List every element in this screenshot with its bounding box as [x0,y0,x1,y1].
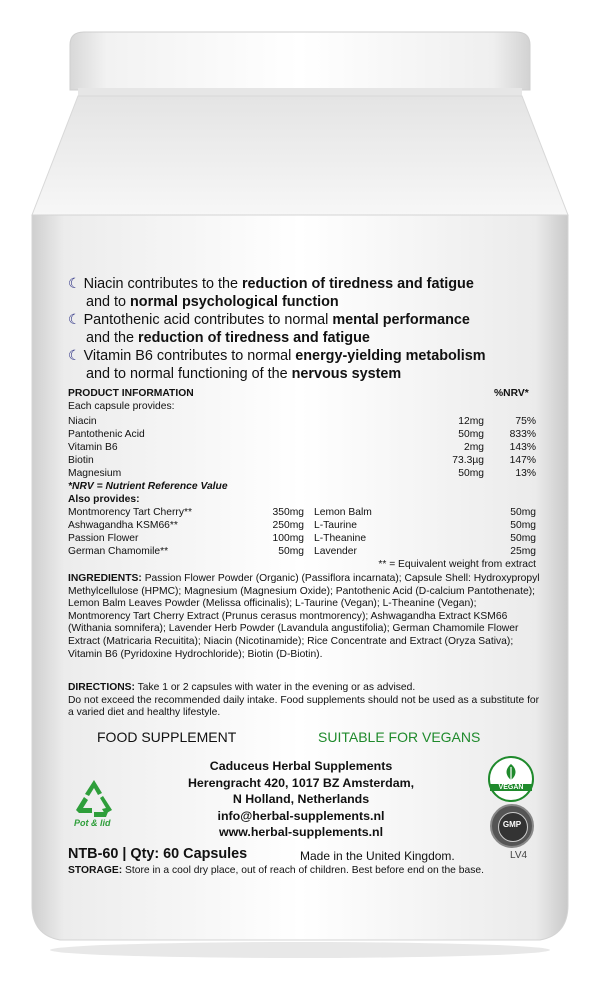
directions [68,682,540,720]
ingredients-label: INGREDIENTS: [68,573,142,584]
also-item-name: L-Theanine [314,533,367,544]
each-capsule: Each capsule provides: [68,401,175,412]
also-item-amount: 50mg [278,546,304,557]
vegan-badge [488,756,534,802]
nutrient-amount: 73.3µg [452,455,484,466]
directions-warning: Do not exceed the recommended daily intake. Food supplements should not be used as a substitute for a varied diet and healthy lifestyle. [68,694,540,719]
company-name: Caduceus Herbal Supplements [209,759,393,773]
also-item-name: Lemon Balm [314,507,372,518]
nutrient-nrv: 13% [515,468,536,479]
nutrient-amount: 50mg [458,468,484,479]
nrv-header: %NRV* [494,388,529,399]
nutrient-nrv: 75% [515,416,536,427]
benefit-vitamin-b6: ☾ Vitamin B6 contributes to normal energy-yielding metabolism and to normal functioning of the nervous system [68,347,486,382]
made-in: Made in the United Kingdom. [300,849,455,863]
benefit-niacin: ☾ Niacin contributes to the reduction of tiredness and fatigue and to normal psychological function [68,275,474,310]
food-supplement-label: FOOD SUPPLEMENT [97,729,237,745]
storage-label: STORAGE: [68,865,123,876]
also-provides: Also provides: [68,494,140,505]
recycle-label: Pot & lid [74,818,111,828]
company-email: info@herbal-supplements.nl [217,808,385,823]
also-item-amount: 50mg [510,533,536,544]
recycle-icon [72,778,116,820]
recycle-badge [72,778,116,832]
product-info-title: PRODUCT INFORMATION [68,388,194,399]
crescent-moon-icon: ☾ [68,311,81,327]
vegan-badge-text: VEGAN [490,784,532,791]
nutrient-name: Magnesium [68,468,122,479]
benefit-pantothenic: ☾ Pantothenic acid contributes to normal mental performance and the reduction of tiredness and fatigue [68,311,470,346]
also-item-amount: 50mg [510,507,536,518]
crescent-moon-icon: ☾ [68,347,81,363]
gmp-text: GMP [502,820,522,829]
nutrient-amount: 2mg [463,442,484,453]
company-info [158,758,444,841]
nutrient-amount: 50mg [458,429,484,440]
also-item-name: Lavender [314,546,357,557]
gmp-seal [490,804,534,848]
company-website: www.herbal-supplements.nl [218,825,384,840]
nrv-note: *NRV = Nutrient Reference Value [68,481,228,492]
suitable-for-vegans-label: SUITABLE FOR VEGANS [318,729,481,745]
vegan-leaf-icon [501,763,521,783]
nutrient-nrv: 147% [509,455,536,466]
also-item-amount: 100mg [272,533,304,544]
also-item-amount: 50mg [510,520,536,531]
also-item-name: Ashwagandha KSM66** [68,520,178,531]
also-item-amount: 350mg [272,507,304,518]
label-version: LV4 [510,850,528,861]
company-address-line2: N Holland, Netherlands [232,792,370,807]
nutrient-name: Vitamin B6 [68,442,118,453]
nutrient-nrv: 143% [509,442,536,453]
nutrient-name: Niacin [68,416,97,427]
nutrient-name: Pantothenic Acid [68,429,145,440]
product-code-quantity: NTB-60 | Qty: 60 Capsules [68,846,248,862]
product-label [58,260,544,900]
also-item-name: Passion Flower [68,533,139,544]
ingredients [68,573,540,661]
storage-text: Store in a cool dry place, out of reach of children. Best before end on the base. [125,865,484,876]
also-item-name: L-Taurine [314,520,357,531]
nutrient-amount: 12mg [458,416,484,427]
directions-text: Take 1 or 2 capsules with water in the evening or as advised. [137,682,416,693]
nutrient-name: Biotin [68,455,94,466]
company-address-line1: Herengracht 420, 1017 BZ Amsterdam, [187,775,415,790]
crescent-moon-icon: ☾ [68,275,81,291]
nutrient-nrv: 833% [509,429,536,440]
directions-label: DIRECTIONS: [68,682,135,693]
also-item-amount: 25mg [510,546,536,557]
also-item-name: Montmorency Tart Cherry** [68,507,192,518]
also-item-amount: 250mg [272,520,304,531]
storage [68,865,540,876]
ingredients-text: Passion Flower Powder (Organic) (Passiflora incarnata); Capsule Shell: Hydroxypropyl Methylcellulose (HPMC); Magnesium (Magnesium Oxide); Pantothenic Acid (D-calcium Pantothenate); Lemon Balm Leaves Powder (Melissa officinalis); L-Taurine (Vegan); L-Theanine (Vegan); Montmorency Tart Cherry Extract (Prunus cerasus montmorency); Ashwagandha Extract KSM66 (Withania somnifera); Lavender Herb Powder (Lavandula angustifolia); German Chamomile Flower Extract (Matricaria Recuitita); Niacin (Nicotinamide); Rice Concentrate and Extract (Oryza Sativa); Vitamin B6 (Pyridoxine Hydrochloride); Biotin (D-Biotin). [68,573,540,660]
also-item-name: German Chamomile** [68,546,169,557]
extract-note: ** = Equivalent weight from extract [378,559,536,570]
